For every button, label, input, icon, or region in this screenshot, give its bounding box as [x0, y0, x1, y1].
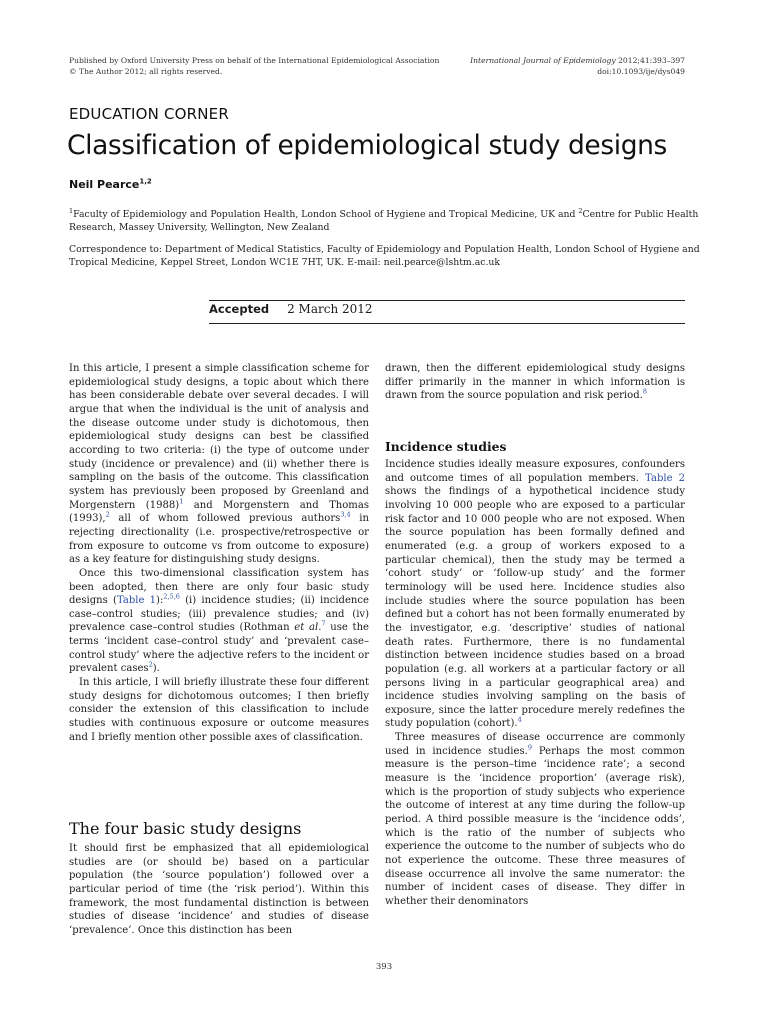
ref-link[interactable]: 1	[179, 497, 184, 506]
ref-link[interactable]: 7	[321, 620, 326, 629]
author-name: Neil Pearce	[69, 178, 140, 191]
column-right-lower	[385, 458, 685, 909]
table2-link[interactable]: Table 2	[645, 472, 685, 484]
affil-text-2: Centre for Public Health Research, Massey University, Wellington, New Zealand	[69, 209, 699, 234]
accepted-bottom-rule	[209, 323, 685, 324]
accepted-line	[209, 302, 373, 316]
accepted-label: Accepted	[209, 302, 270, 316]
paragraph-continued: drawn, then the different epidemiological study designs differ primarily in the manner in which information is drawn from the source population and risk period.$^8$	[385, 363, 685, 402]
ref-link[interactable]: 2	[148, 661, 153, 670]
ref-link[interactable]: 3,4	[340, 510, 351, 519]
ref-link[interactable]: 2,5,6	[163, 592, 180, 601]
accepted-top-rule	[209, 300, 685, 301]
article-title: Classification of epidemiological study designs	[67, 130, 667, 161]
paragraph-incidence: Incidence studies ideally measure exposures, confounders and outcome times of all population members. Table 2 shows the findings of a hypothetical incidence study involving 10 000 people who are exposed to a particular risk factor and 10 000 people who are not exposed. When the source population has been formally defined and enumerated (e.g. a group of workers exposed to a particular chemical), then the study may be termed a ‘cohort study’ or ‘follow-up study’ and the former terminology will be used here. Incidence studies also include studies where the source population has been defined but a cohort has not been formally enumerated by the investigator, e.g. ‘descriptive’ studies of national death rates. Furthermore, there is no fundamental distinction between incidence studies based on a broad population (e.g. all workers at a particular factory or all persons living in a particular geographical area) and incidence studies involving sampling on the basis of exposure, since the latter procedure merely redefines the study population (cohort).$^4$	[385, 459, 685, 730]
paragraph-three: In this article, I will briefly illustrate these four different study designs for dichotomous outcomes; I then briefly consider the extension of this classification to include studies with continuous exposure or outcome measures and I briefly mention other possible axes of classification.	[69, 677, 369, 743]
ref-link[interactable]: 8	[642, 387, 647, 396]
accepted-date: 2 March 2012	[287, 302, 373, 316]
paragraph-intro: In this article, I present a simple classification scheme for epidemiological study designs, a topic about which there has been considerable debate over several decades. I will argue that when the individual is the unit of analysis and the disease outcome under study is dichotomous, then epidemiological study designs can best be classified according to two criteria: (i) the type of outcome under study (incidence or prevalence) and (ii) whether there is sampling on the basis of the outcome. This classification system has previously been proposed by Greenland and Morgenstern $(1988)^1$ and Morgenstern and Thomas (1993),$^2$ all of whom followed previous authors$^{3,4}$ in rejecting directionality (i.e. prospective/retrospective or from exposure to outcome vs from outcome to exposure) as a key feature for distinguishing study designs.	[69, 363, 369, 566]
author-sup: 1,2	[139, 177, 152, 186]
paragraph-four: It should first be emphasized that all epidemiological studies are (or should be) based on a particular population (the ‘source population’) followed over a particular period of time (the ‘risk period’). Within this framework, the most fundamental distinction is between studies of disease ‘incidence’ and studies of disease ‘prevalence’. Once this distinction has been	[69, 843, 369, 936]
section-label: EDUCATION CORNER	[69, 105, 229, 123]
affil-sup-2: 2	[578, 206, 583, 215]
column-right	[385, 362, 685, 403]
citation: 2012;41:393–397	[615, 56, 685, 65]
paragraph-two: Once this two-dimensional classification system has been adopted, then there are only four basic study designs (Table 1):$^{2,5,6}$ (i) incidence studies; (ii) incidence case–control studies; (iii) prevalence studies; and (iv) prevalence case–control studies (Rothman et al.$^7$ use the terms ‘incident case–control study’ and ‘prevalent case–control study’ where the adjective refers to the incident or prevalent cases$^2$).	[69, 567, 369, 675]
column-left	[69, 362, 369, 744]
affiliation	[69, 208, 701, 235]
heading-incidence-studies: Incidence studies	[385, 439, 507, 454]
publisher-line: Published by Oxford University Press on behalf of the International Epidemiological Association	[69, 56, 440, 65]
column-left-lower	[69, 842, 369, 938]
ref-link[interactable]: 2	[105, 510, 110, 519]
doi: doi:10.1093/ije/dys049	[597, 67, 685, 76]
correspondence: Correspondence to: Department of Medical Statistics, Faculty of Epidemiology and Population Health, London School of Hygiene and Tropical Medicine, Keppel Street, London WC1E 7HT, UK. E-mail: neil.pearce@lshtm.ac.uk	[69, 244, 700, 269]
heading-four-basic-designs: The four basic study designs	[69, 819, 302, 838]
ref-link[interactable]: 9	[527, 743, 532, 752]
journal-name: International Journal of Epidemiology	[470, 56, 616, 65]
affil-text-1: Faculty of Epidemiology and Population Health, London School of Hygiene and Tropical Medicine, UK and	[73, 209, 579, 220]
journal-citation	[385, 55, 685, 77]
affil-sup-1: 1	[69, 206, 74, 215]
author	[69, 178, 152, 191]
table1-link[interactable]: Table 1	[116, 595, 157, 607]
page-number: 393	[375, 962, 393, 972]
paragraph-measures: Three measures of disease occurrence are commonly used in incidence studies.$^9$ Perhaps the most common measure is the person–time ‘incidence rate’; a second measure is the ‘incidence proportion’ (average risk), which is the proportion of study subjects who experience the outcome of interest at any time during the follow-up period. A third possible measure is the ‘incidence odds’, which is the ratio of the number of subjects who experience the outcome to the number of subjects who do not experience the outcome. These three measures of disease occurrence all involve the same numerator: the number of incident cases of disease. They differ in whether their denominators	[385, 732, 685, 907]
ref-link[interactable]: 4	[517, 716, 522, 725]
copyright-line: © The Author 2012; all rights reserved.	[69, 67, 223, 76]
